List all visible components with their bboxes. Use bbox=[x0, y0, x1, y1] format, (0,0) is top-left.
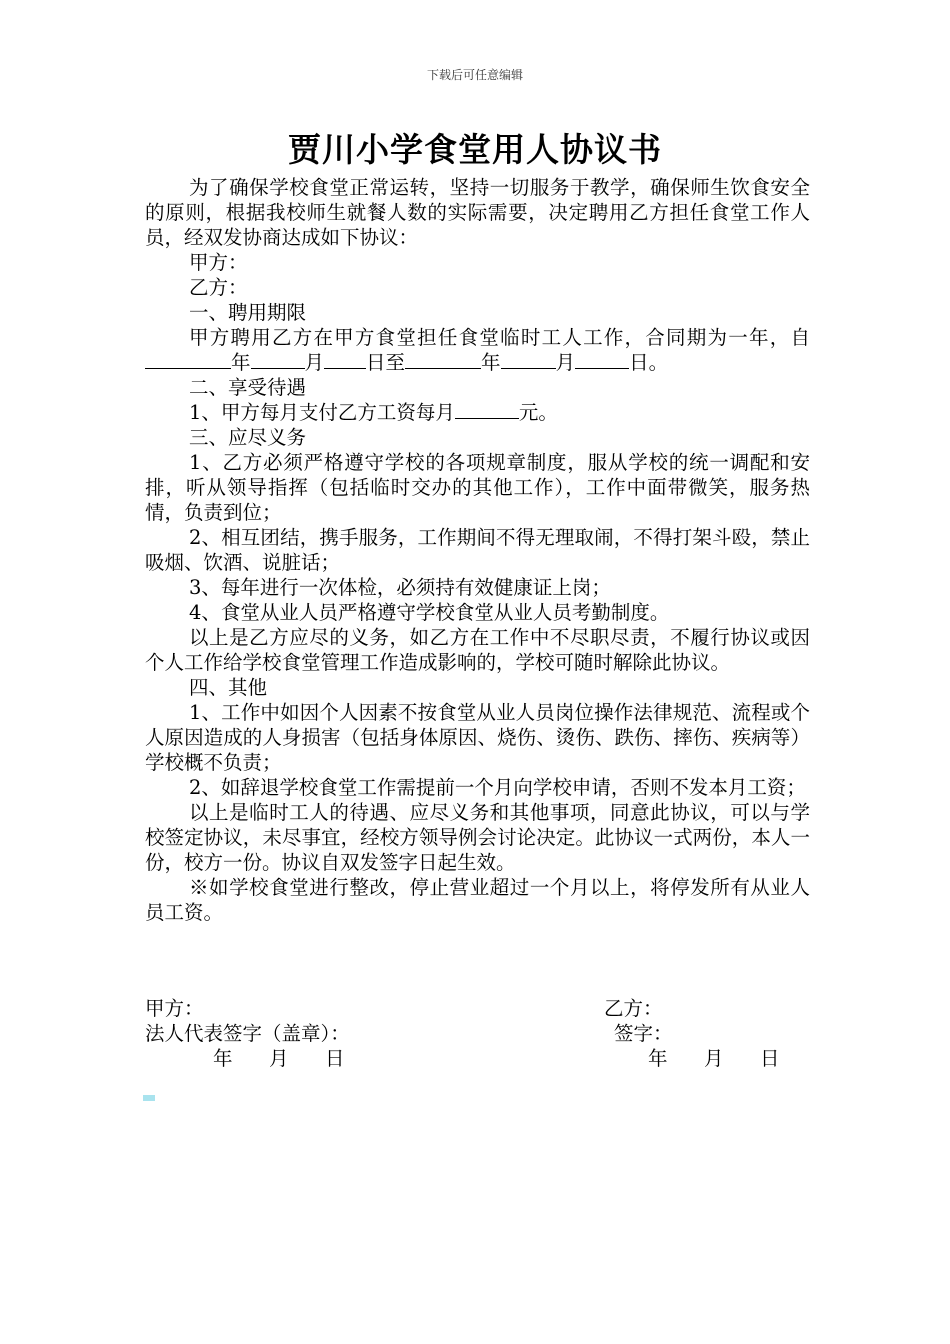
salary-blank bbox=[455, 400, 519, 419]
year-label: 年 bbox=[231, 351, 251, 374]
end-year-label: 年 bbox=[481, 351, 501, 374]
signature-party-a-label: 甲方： bbox=[145, 997, 204, 1020]
party-b-line: 乙方： bbox=[189, 276, 248, 299]
end-day-label: 日。 bbox=[629, 351, 669, 374]
closing-note: ※如学校食堂进行整改，停止营业超过一个月以上，将停发所有从业人员工资。 bbox=[145, 876, 810, 924]
date-a-day: 日 bbox=[325, 1047, 345, 1070]
end-day-blank bbox=[575, 350, 629, 369]
section-3-item-4: 4、食堂从业人员严格遵守学校食堂从业人员考勤制度。 bbox=[189, 601, 670, 624]
day-to-label: 日至 bbox=[366, 351, 406, 374]
signature-party-b-sign-label: 签字： bbox=[614, 1022, 673, 1045]
section-1-text: 甲方聘用乙方在甲方食堂担任食堂临时工人工作，合同期为一年，自 bbox=[189, 326, 810, 349]
start-year-blank bbox=[145, 350, 231, 369]
date-a-year: 年 bbox=[213, 1047, 233, 1070]
header-note: 下载后可任意编辑 bbox=[426, 68, 523, 82]
section-3-item-1: 1、乙方必须严格遵守学校的各项规章制度，服从学校的统一调配和安排，听从领导指挥（包括临时交办的其他工作），工作中面带微笑，服务热情，负责到位； bbox=[145, 451, 810, 524]
date-b-year: 年 bbox=[648, 1047, 668, 1070]
section-2-title: 二、享受待遇 bbox=[189, 376, 307, 399]
signature-party-b-label: 乙方： bbox=[604, 997, 663, 1020]
start-month-blank bbox=[251, 350, 305, 369]
end-month-blank bbox=[501, 350, 556, 369]
section-4-item-1: 1、工作中如因个人因素不按食堂从业人员岗位操作法律规范、流程或个人原因造成的人身损害（包括身体原因、烧伤、烫伤、跌伤、摔伤、疾病等）学校概不负责； bbox=[145, 701, 810, 774]
party-a-line: 甲方： bbox=[189, 251, 248, 274]
section-4-summary: 以上是临时工人的待遇、应尽义务和其他事项，同意此协议，可以与学校签定协议，未尽事宜，经校方领导例会讨论决定。此协议一式两份，本人一份，校方一份。协议自双发签字日起生效。 bbox=[145, 801, 810, 874]
salary-text: 1、甲方每月支付乙方工资每月 bbox=[189, 401, 455, 424]
section-3-item-2: 2、相互团结，携手服务，工作期间不得无理取闹，不得打架斗殴，禁止吸烟、饮酒、说脏话； bbox=[145, 526, 810, 574]
date-b-month: 月 bbox=[704, 1047, 724, 1070]
section-1-paragraph bbox=[145, 325, 810, 375]
date-a-month: 月 bbox=[269, 1047, 289, 1070]
section-3-title: 三、应尽义务 bbox=[189, 426, 307, 449]
signature-representative-label: 法人代表签字（盖章）： bbox=[145, 1022, 350, 1045]
end-month-label: 月 bbox=[555, 351, 576, 374]
highlight-mark bbox=[143, 1095, 155, 1101]
date-b-day: 日 bbox=[760, 1047, 780, 1070]
section-4-item-2: 2、如辞退学校食堂工作需提前一个月向学校申请，否则不发本月工资； bbox=[189, 776, 806, 799]
yuan-label: 元。 bbox=[518, 401, 558, 424]
start-day-blank bbox=[324, 350, 366, 369]
section-3-item-3: 3、每年进行一次体检，必须持有效健康证上岗； bbox=[189, 576, 611, 599]
section-4-title: 四、其他 bbox=[189, 676, 268, 699]
section-2-item-1 bbox=[145, 400, 810, 425]
intro-paragraph: 为了确保学校食堂正常运转，坚持一切服务于教学，确保师生饮食安全的原则，根据我校师生就餐人数的实际需要，决定聘用乙方担任食堂工作人员，经双发协商达成如下协议： bbox=[145, 176, 810, 249]
month-label: 月 bbox=[304, 351, 325, 374]
section-3-summary: 以上是乙方应尽的义务，如乙方在工作中不尽职尽责，不履行协议或因个人工作给学校食堂管理工作造成影响的，学校可随时解除此协议。 bbox=[145, 626, 810, 674]
agreement-body bbox=[145, 175, 810, 925]
document-title: 贾川小学食堂用人协议书 bbox=[288, 130, 662, 169]
end-year-blank bbox=[405, 350, 481, 369]
section-1-title: 一、聘用期限 bbox=[189, 301, 307, 324]
